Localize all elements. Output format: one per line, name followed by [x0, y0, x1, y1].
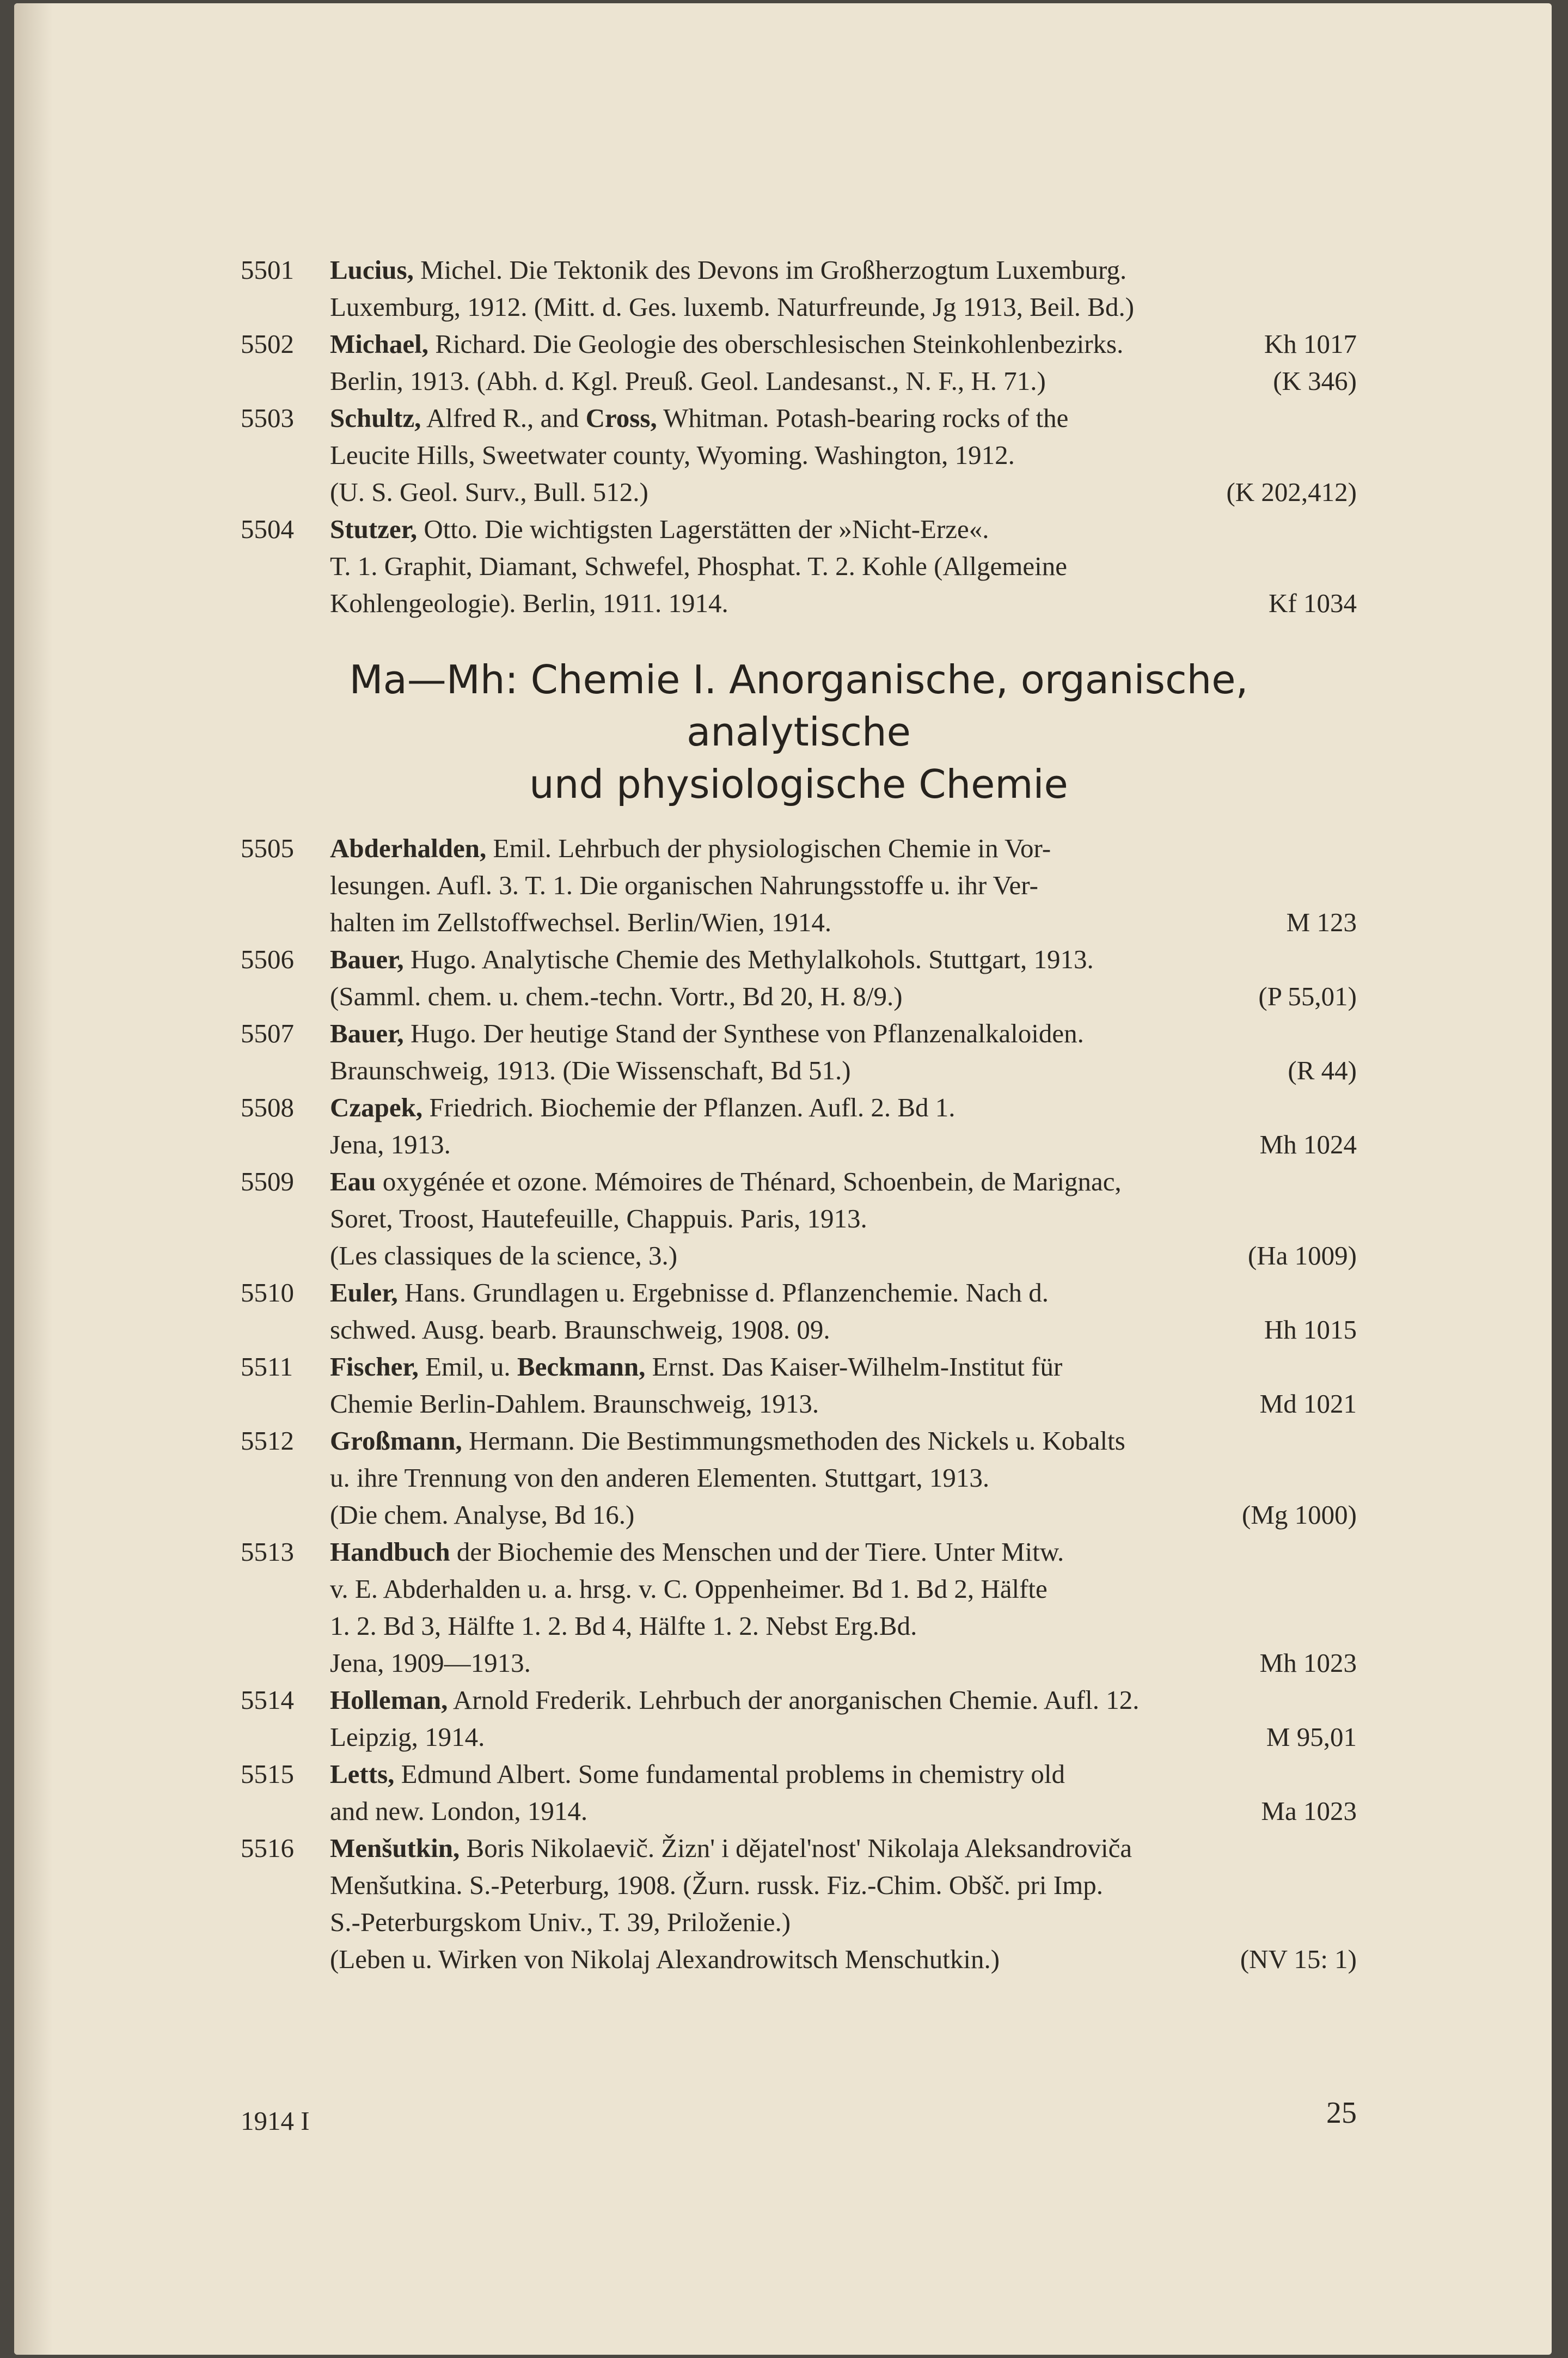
entry-number: 5507 [241, 1018, 294, 1048]
entry-number: 5504 [241, 514, 294, 544]
entry-text: (Leben u. Wirken von Nikolaj Alexandrowitsch Menschutkin.) [330, 1944, 1000, 1974]
shelf-mark: M 123 [1286, 907, 1357, 937]
catalog-entry [241, 1089, 1357, 1163]
entry-line [330, 474, 1357, 511]
entry-line [330, 437, 1357, 474]
entry-line [330, 1015, 1357, 1052]
entry-number: 5514 [241, 1685, 294, 1715]
shelf-mark: (P 55,01) [1258, 981, 1357, 1011]
page [14, 3, 1552, 2355]
entry-text: Richard. Die Geologie des oberschlesischen Steinkohlenbezirks. [428, 329, 1124, 359]
entry-text: Ernst. Das Kaiser-Wilhelm-Institut für [645, 1352, 1063, 1382]
entry-text: 1. 2. Bd 3, Hälfte 1. 2. Bd 4, Hälfte 1. 2. Nebst Erg.Bd. [330, 1611, 917, 1641]
entry-number: 5512 [241, 1426, 294, 1456]
entry-line [330, 1163, 1357, 1200]
entry-text: Menšutkina. S.-Peterburg, 1908. (Žurn. russk. Fiz.-Chim. Obšč. pri Imp. [330, 1870, 1103, 1900]
entry-text: Jena, 1913. [330, 1129, 451, 1159]
entry-author: Eau [330, 1166, 376, 1196]
entry-author: Menšutkin, [330, 1833, 460, 1863]
entry-author: Stutzer, [330, 514, 418, 544]
entry-text: Luxemburg, 1912. (Mitt. d. Ges. luxemb. Naturfreunde, Jg 1913, Beil. Bd.) [330, 292, 1135, 322]
entry-line [330, 1941, 1357, 1978]
entry-text: Hugo. Analytische Chemie des Methylalkohols. Stuttgart, 1913. [403, 944, 1094, 974]
entry-line [330, 830, 1357, 867]
entry-line [330, 867, 1357, 904]
section-heading-line-2: und physiologische Chemie [529, 761, 1068, 807]
entry-author: Euler, [330, 1278, 398, 1308]
entry-number: 5506 [241, 944, 294, 974]
page-number: 25 [1326, 2096, 1357, 2130]
entry-text: (Samml. chem. u. chem.-techn. Vortr., Bd 20, H. 8/9.) [330, 981, 903, 1011]
entry-number: 5502 [241, 329, 294, 359]
entry-author: Fischer, [330, 1352, 419, 1382]
catalog-entry [241, 1348, 1357, 1422]
entry-line [330, 1682, 1357, 1719]
entry-author: Schultz, [330, 403, 421, 433]
catalog-content [241, 252, 1357, 1978]
catalog-entry [241, 400, 1357, 511]
catalog-entry [241, 1830, 1357, 1978]
entry-text: Otto. Die wichtigsten Lagerstätten der »Nicht-Erze«. [417, 514, 989, 544]
entry-text: Jena, 1909—1913. [330, 1648, 531, 1678]
entry-text: (Die chem. Analyse, Bd 16.) [330, 1500, 635, 1530]
entry-text: Hugo. Der heutige Stand der Synthese von Pflanzenalkaloiden. [403, 1018, 1084, 1048]
entry-text: Arnold Frederik. Lehrbuch der anorganischen Chemie. Aufl. 12. [448, 1685, 1140, 1715]
entry-text: Soret, Troost, Hautefeuille, Chappuis. Paris, 1913. [330, 1204, 867, 1233]
entry-line [330, 941, 1357, 978]
entry-line [330, 1534, 1357, 1571]
entry-text: der Biochemie des Menschen und der Tiere. Unter Mitw. [450, 1537, 1064, 1567]
entry-text: Alfred R., and [421, 403, 586, 433]
entry-line [330, 326, 1357, 363]
entry-line [330, 1867, 1357, 1904]
entry-line [330, 1496, 1357, 1534]
catalog-entry [241, 941, 1357, 1015]
entry-coauthor: Beckmann, [517, 1352, 646, 1382]
entry-author: Großmann, [330, 1426, 462, 1456]
entry-text: Edmund Albert. Some fundamental problems in chemistry old [394, 1759, 1065, 1789]
entry-line [330, 511, 1357, 548]
entry-text: Whitman. Potash-bearing rocks of the [657, 403, 1069, 433]
entry-number: 5511 [241, 1352, 293, 1382]
entry-line [330, 1645, 1357, 1682]
shelf-mark: Mh 1023 [1259, 1648, 1357, 1678]
entry-line [330, 1052, 1357, 1089]
catalog-entry [241, 1422, 1357, 1534]
entry-text: Hans. Grundlagen u. Ergebnisse d. Pflanzenchemie. Nach d. [397, 1278, 1049, 1308]
entry-line [330, 1756, 1357, 1793]
entry-number: 5516 [241, 1833, 294, 1863]
shelf-mark: (K 346) [1273, 366, 1357, 396]
entry-author: Handbuch [330, 1537, 450, 1567]
entry-line [330, 904, 1357, 941]
entry-text: Berlin, 1913. (Abh. d. Kgl. Preuß. Geol. Landesanst., N. F., H. 71.) [330, 366, 1046, 396]
page-footer [241, 2096, 1357, 2136]
shelf-mark: Kh 1017 [1264, 329, 1357, 359]
entry-line [330, 548, 1357, 585]
entry-number: 5508 [241, 1092, 294, 1122]
entry-line [330, 978, 1357, 1015]
entry-line [330, 1348, 1357, 1385]
entry-line [330, 289, 1357, 326]
entry-line [330, 363, 1357, 400]
section-heading-line-1: Ma—Mh: Chemie I. Anorganische, organische, analytische [349, 657, 1248, 755]
entry-line [330, 1422, 1357, 1459]
catalog-entry [241, 1163, 1357, 1274]
shelf-mark: M 95,01 [1266, 1722, 1357, 1752]
entry-text: (Les classiques de la science, 3.) [330, 1241, 678, 1270]
entry-line [330, 1830, 1357, 1867]
catalog-entry [241, 1682, 1357, 1756]
entry-line [330, 1385, 1357, 1422]
entry-author: Abderhalden, [330, 833, 487, 863]
entries-list-geology [241, 252, 1357, 622]
entry-line [330, 1089, 1357, 1126]
entry-text: Emil. Lehrbuch der physiologischen Chemie in Vor- [486, 833, 1051, 863]
entry-line [330, 400, 1357, 437]
entry-text: lesungen. Aufl. 3. T. 1. Die organischen Nahrungsstoffe u. ihr Ver- [330, 870, 1038, 900]
entry-line [330, 1200, 1357, 1237]
entry-text: S.-Peterburgskom Univ., T. 39, Priloženie.) [330, 1907, 791, 1937]
entry-line [330, 252, 1357, 289]
entry-line [330, 1571, 1357, 1608]
entry-text: Boris Nikolaevič. Žizn' i dějatel'nost' Nikolaja Aleksandroviča [460, 1833, 1132, 1863]
footer-signature: 1914 I [241, 2106, 310, 2136]
shelf-mark: (Mg 1000) [1242, 1500, 1357, 1530]
entry-text: halten im Zellstoffwechsel. Berlin/Wien, 1914. [330, 907, 832, 937]
entry-line [330, 1237, 1357, 1274]
entry-text: Kohlengeologie). Berlin, 1911. 1914. [330, 588, 728, 618]
entry-coauthor: Cross, [585, 403, 657, 433]
entry-author: Bauer, [330, 944, 404, 974]
catalog-entry [241, 1534, 1357, 1682]
entry-text: oxygénée et ozone. Mémoires de Thénard, Schoenbein, de Marignac, [376, 1166, 1122, 1196]
shelf-mark: Ma 1023 [1261, 1796, 1357, 1826]
entry-text: T. 1. Graphit, Diamant, Schwefel, Phosphat. T. 2. Kohle (Allgemeine [330, 551, 1068, 581]
entry-line [330, 1311, 1357, 1348]
shelf-mark: (Ha 1009) [1247, 1241, 1357, 1270]
catalog-entry [241, 326, 1357, 400]
shelf-mark: Hh 1015 [1264, 1315, 1357, 1345]
catalog-entry [241, 1756, 1357, 1830]
entry-author: Letts, [330, 1759, 395, 1789]
entry-line [330, 1459, 1357, 1496]
entry-author: Czapek, [330, 1092, 423, 1122]
entry-number: 5501 [241, 255, 294, 285]
entry-text: Leipzig, 1914. [330, 1722, 485, 1752]
entry-author: Holleman, [330, 1685, 448, 1715]
entry-author: Michael, [330, 329, 428, 359]
entry-text: v. E. Abderhalden u. a. hrsg. v. C. Oppenheimer. Bd 1. Bd 2, Hälfte [330, 1574, 1048, 1604]
entry-line [330, 1904, 1357, 1941]
shelf-mark: Md 1021 [1259, 1389, 1357, 1419]
entry-text: u. ihre Trennung von den anderen Elementen. Stuttgart, 1913. [330, 1463, 990, 1493]
shelf-mark: (R 44) [1288, 1055, 1357, 1085]
catalog-entry [241, 511, 1357, 622]
entry-line [330, 1793, 1357, 1830]
entry-line [330, 1126, 1357, 1163]
entry-line [330, 1608, 1357, 1645]
shelf-mark: Kf 1034 [1269, 588, 1357, 618]
entry-author: Lucius, [330, 255, 414, 285]
entry-number: 5509 [241, 1166, 294, 1196]
entries-list-chemistry [241, 830, 1357, 1978]
entry-text: and new. London, 1914. [330, 1796, 588, 1826]
entry-text: Chemie Berlin-Dahlem. Braunschweig, 1913. [330, 1389, 819, 1419]
entry-number: 5505 [241, 833, 294, 863]
shelf-mark: (NV 15: 1) [1240, 1944, 1357, 1974]
entry-line [330, 1719, 1357, 1756]
entry-number: 5503 [241, 403, 294, 433]
entry-text: Michel. Die Tektonik des Devons im Großherzogtum Luxemburg. [413, 255, 1127, 285]
entry-text: Leucite Hills, Sweetwater county, Wyoming. Washington, 1912. [330, 440, 1015, 470]
entry-text: Braunschweig, 1913. (Die Wissenschaft, Bd 51.) [330, 1055, 851, 1085]
entry-line [330, 585, 1357, 622]
entry-text: Hermann. Die Bestimmungsmethoden des Nickels u. Kobalts [462, 1426, 1125, 1456]
shelf-mark: Mh 1024 [1259, 1129, 1357, 1159]
entry-number: 5515 [241, 1759, 294, 1789]
entry-text: schwed. Ausg. bearb. Braunschweig, 1908. 09. [330, 1315, 830, 1345]
shelf-mark: (K 202,412) [1226, 477, 1357, 507]
entry-line [330, 1274, 1357, 1311]
catalog-entry [241, 830, 1357, 941]
entry-number: 5513 [241, 1537, 294, 1567]
catalog-entry [241, 1015, 1357, 1089]
entry-text: Emil, u. [418, 1352, 517, 1382]
entry-author: Bauer, [330, 1018, 404, 1048]
entry-text: (U. S. Geol. Surv., Bull. 512.) [330, 477, 648, 507]
entry-text: Friedrich. Biochemie der Pflanzen. Aufl. 2. Bd 1. [422, 1092, 955, 1122]
catalog-entry [241, 1274, 1357, 1348]
entry-number: 5510 [241, 1278, 294, 1308]
section-heading [241, 653, 1357, 810]
